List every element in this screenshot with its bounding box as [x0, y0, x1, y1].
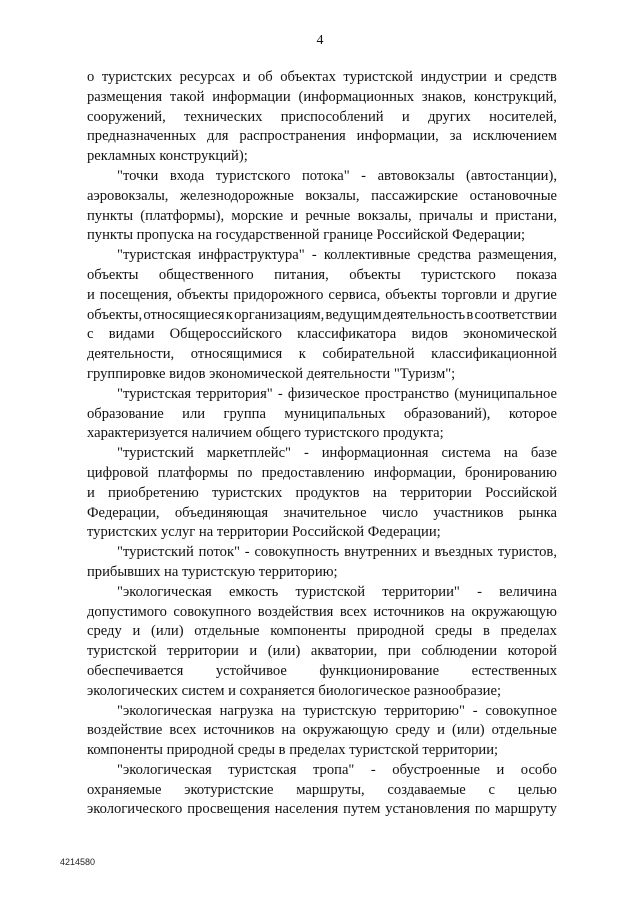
word: в — [483, 623, 490, 640]
text-line — [87, 345, 557, 365]
word: тропа" — [312, 761, 355, 778]
word: - — [477, 583, 482, 600]
text-line — [87, 622, 557, 642]
word: поток" — [198, 544, 241, 561]
word: Общероссийского — [169, 326, 282, 343]
word: продуктов — [295, 484, 360, 501]
text-line — [87, 781, 557, 801]
word: которое — [508, 405, 557, 422]
word: Российской — [485, 484, 557, 501]
word: окружающую — [471, 603, 557, 620]
text-line — [87, 207, 557, 227]
word: носителей, — [489, 108, 557, 125]
word: ведущим — [325, 306, 382, 323]
word: на — [281, 722, 296, 739]
word: по — [474, 801, 490, 818]
word: информации — [212, 88, 291, 105]
word: общественного — [158, 266, 254, 283]
word: для — [207, 128, 229, 145]
word: воздействие — [87, 722, 163, 739]
word: территорию" — [384, 702, 465, 719]
word: информации, — [356, 128, 439, 145]
word: остановочные — [469, 187, 557, 204]
word: и — [494, 69, 503, 85]
word: емкость — [229, 583, 279, 600]
word: (информационных — [298, 88, 415, 105]
word: классификационной — [431, 346, 557, 363]
word: населения — [274, 801, 339, 818]
word: территория" — [196, 385, 273, 402]
word: информационная — [321, 445, 429, 462]
text-line: характеризуется наличием общего туристского продукта; — [87, 425, 444, 442]
word: объектах — [280, 69, 336, 85]
word: с — [87, 326, 94, 343]
word: средств — [509, 69, 557, 85]
word: муниципальных — [284, 405, 386, 422]
word: придорожного — [233, 286, 324, 303]
word: (автостанции), — [466, 167, 557, 184]
word: на — [281, 702, 296, 719]
text-line: экологических систем и сохраняется биологическое разнообразие; — [87, 682, 502, 699]
word: пространство — [364, 385, 450, 402]
text-line — [87, 662, 557, 682]
word: к — [225, 306, 233, 323]
word: обустроенные — [392, 761, 480, 778]
word: "туристская — [117, 247, 192, 264]
word: отдельные — [491, 722, 557, 739]
word: объединяющая — [174, 504, 269, 521]
word: к — [298, 346, 306, 363]
word: путем — [343, 801, 381, 818]
word: пункты — [87, 207, 133, 224]
word: - — [370, 761, 376, 778]
word: совокупное — [485, 702, 557, 719]
word: воздействия — [257, 603, 334, 620]
word: акватории, — [310, 643, 378, 660]
word: и — [242, 69, 251, 85]
word: группа — [223, 405, 266, 422]
word: допустимого — [87, 603, 167, 620]
word: приспособлений — [280, 108, 384, 125]
word: среду — [87, 623, 122, 640]
word: пределах — [500, 623, 557, 640]
word: которой — [507, 643, 557, 660]
word: "экологическая — [117, 761, 212, 778]
word: и — [480, 207, 488, 224]
word: (или) — [452, 722, 485, 739]
document-body — [87, 68, 557, 820]
word: других — [427, 108, 471, 125]
text-line — [87, 108, 557, 128]
word: на — [450, 603, 465, 620]
text-line — [87, 464, 557, 484]
word: - — [361, 167, 367, 184]
word: Федерации, — [87, 504, 160, 521]
word: физическое — [287, 385, 360, 402]
word: всех — [339, 603, 367, 620]
word: информации, — [373, 464, 456, 481]
word: объекты — [349, 266, 401, 283]
word: или — [182, 405, 206, 422]
word: туристская — [228, 761, 297, 778]
word: ресурсах — [179, 69, 236, 85]
word: относящимися — [190, 346, 283, 363]
word: и — [401, 108, 410, 125]
word: в — [466, 306, 474, 323]
text-line — [87, 325, 557, 345]
text-line — [87, 306, 557, 326]
word: туристских — [212, 484, 283, 501]
word: собирательной — [322, 346, 415, 363]
text-line — [87, 721, 557, 741]
word: туристов, — [497, 544, 557, 561]
word: приобретению — [108, 484, 199, 501]
word: размещения — [87, 88, 163, 105]
word: отдельные — [194, 623, 260, 640]
text-line — [87, 385, 557, 405]
text-line — [87, 761, 557, 781]
text-line: пункты пропуска на государственной границе Российской Федерации; — [87, 227, 526, 244]
word: пристани, — [495, 207, 557, 224]
word: (платформы), — [140, 207, 225, 224]
word: морские — [231, 207, 284, 224]
word: относящиеся — [143, 306, 225, 323]
word: въездных — [434, 544, 494, 561]
text-line: рекламных конструкций); — [87, 148, 248, 165]
word: целью — [517, 781, 557, 798]
word: внутренних — [344, 544, 418, 561]
word: естественных — [471, 662, 557, 679]
word: территории — [400, 484, 472, 501]
word: природной — [356, 623, 425, 640]
word: всех — [169, 722, 197, 739]
word: размещения, — [478, 247, 557, 264]
word: вокзалы, — [305, 187, 360, 204]
word: классификатора — [297, 326, 397, 343]
word: - — [244, 544, 250, 561]
word: инфраструктура" — [198, 247, 305, 264]
word: объекты — [87, 266, 139, 283]
word: и — [249, 643, 258, 660]
word: охраняемые — [87, 781, 162, 798]
word: на — [372, 484, 387, 501]
word: на — [503, 445, 518, 462]
text-line — [87, 246, 557, 266]
word: туристской — [295, 583, 366, 600]
word: средства — [417, 247, 472, 264]
text-line — [87, 603, 557, 623]
text-line — [87, 583, 557, 603]
word: цифровой — [87, 464, 149, 481]
word: при — [387, 643, 411, 660]
word: сооружений, — [87, 108, 166, 125]
word: окружающую — [302, 722, 389, 739]
word: значительное — [283, 504, 367, 521]
word: экологического — [87, 801, 183, 818]
text-line — [87, 543, 557, 563]
word: (или) — [150, 623, 184, 640]
word: экотуристские — [184, 781, 274, 798]
text-line — [87, 88, 557, 108]
word: соблюдении — [421, 643, 498, 660]
word: торговли — [441, 286, 498, 303]
word: питания, — [274, 266, 329, 283]
word: особо — [520, 761, 557, 778]
word: объекты, — [87, 306, 143, 323]
word: установления — [385, 801, 470, 818]
word: (или) — [267, 643, 301, 660]
word: распространения — [239, 128, 346, 145]
word: вокзалы, — [357, 207, 412, 224]
word: входа — [169, 167, 205, 184]
word: бронированию — [465, 464, 557, 481]
word: и — [437, 722, 445, 739]
word: "точки — [117, 167, 159, 184]
text-line: прибывших на туристскую территорию; — [87, 563, 338, 580]
word: индустрии — [420, 69, 487, 85]
word: "экологическая — [117, 702, 212, 719]
word: "туристский — [117, 445, 194, 462]
word: участников — [433, 504, 504, 521]
word: о — [87, 69, 95, 85]
word: и — [132, 623, 141, 640]
word: создаваемые — [387, 781, 466, 798]
word: экономической — [463, 326, 557, 343]
word: компоненты — [270, 623, 347, 640]
word: и — [87, 484, 95, 501]
text-line — [87, 286, 557, 306]
word: и — [87, 286, 95, 303]
text-line — [87, 702, 557, 722]
word: видами — [108, 326, 155, 343]
text-line — [87, 484, 557, 504]
word: - — [311, 247, 317, 264]
word: и — [502, 286, 510, 303]
word: и — [421, 544, 430, 561]
word: об — [257, 69, 273, 85]
word: автовокзалы — [377, 167, 455, 184]
word: туристскую — [303, 702, 377, 719]
word: - — [472, 702, 478, 719]
word: знаков, — [421, 88, 467, 105]
word: источников — [203, 722, 275, 739]
word: число — [381, 504, 419, 521]
word: территории — [167, 643, 239, 660]
word: среду — [395, 722, 431, 739]
word: сервиса, — [328, 286, 381, 303]
text-line — [87, 266, 557, 286]
word: коллективные — [323, 247, 411, 264]
word: речные — [305, 207, 351, 224]
word: потока" — [301, 167, 350, 184]
word: обеспечивается — [87, 662, 184, 679]
word: и — [496, 761, 505, 778]
word: аэровокзалы, — [87, 187, 169, 204]
word: посещения, — [99, 286, 173, 303]
word: исключением — [472, 128, 557, 145]
word: маршруты, — [296, 781, 365, 798]
word: среды — [435, 623, 473, 640]
word: образований), — [403, 405, 491, 422]
document-code: 4214580 — [60, 857, 96, 867]
word: организациям, — [234, 306, 325, 323]
word: маркетплейс" — [206, 445, 292, 462]
word: туристской — [343, 69, 413, 85]
text-line — [87, 68, 557, 88]
word: объекты — [177, 286, 229, 303]
word: предоставлению — [261, 464, 365, 481]
word: функционирование — [319, 662, 440, 679]
word: устойчивое — [215, 662, 287, 679]
word: просвещения — [187, 801, 270, 818]
text-line: туристских услуг на территории Российской Федерации; — [87, 524, 441, 541]
text-line — [87, 504, 557, 524]
text-line — [87, 167, 557, 187]
word: туристских — [101, 69, 173, 85]
text-line — [87, 187, 557, 207]
word: платформы — [157, 464, 229, 481]
word: туристской — [87, 643, 157, 660]
page-number: 4 — [316, 33, 324, 48]
word: совокупного — [173, 603, 252, 620]
word: технических — [184, 108, 263, 125]
word: деятельности, — [87, 346, 175, 363]
word: "туристский — [117, 544, 194, 561]
word: "экологическая — [117, 583, 212, 600]
text-line — [87, 405, 557, 425]
text-line — [87, 127, 557, 147]
word: - — [277, 385, 283, 402]
word: - — [303, 445, 309, 462]
word: деятельность — [382, 306, 466, 323]
word: видов — [411, 326, 448, 343]
word: система — [441, 445, 491, 462]
word: базе — [530, 445, 557, 462]
word: маршруту — [494, 801, 557, 818]
text-line — [87, 642, 557, 662]
word: и — [290, 207, 299, 224]
word: железнодорожные — [179, 187, 294, 204]
word: величина — [499, 583, 557, 600]
word: соответствии — [474, 306, 557, 323]
word: туристского — [215, 167, 291, 184]
word: с — [488, 781, 496, 798]
text-line: группировке видов экономической деятельности "Туризм"; — [87, 365, 456, 382]
word: нагрузка — [219, 702, 274, 719]
word: по — [237, 464, 253, 481]
word: такой — [169, 88, 205, 105]
text-line — [87, 444, 557, 464]
word: объекты — [385, 286, 437, 303]
word: другие — [514, 286, 557, 303]
word: туристского — [421, 266, 496, 283]
word: за — [449, 128, 462, 145]
text-line: компоненты природной среды в пределах туристской территории; — [87, 742, 499, 759]
word: причалы — [418, 207, 473, 224]
word: совокупность — [254, 544, 340, 561]
word: (муниципальное — [454, 385, 557, 402]
word: рынка — [518, 504, 557, 521]
word: предназначенных — [87, 128, 197, 145]
word: образование — [87, 405, 164, 422]
word: территории" — [382, 583, 460, 600]
word: пассажирские — [371, 187, 459, 204]
text-line — [87, 800, 557, 820]
word: показа — [516, 266, 557, 283]
word: источников — [373, 603, 445, 620]
word: "туристская — [117, 385, 192, 402]
word: конструкций, — [473, 88, 557, 105]
